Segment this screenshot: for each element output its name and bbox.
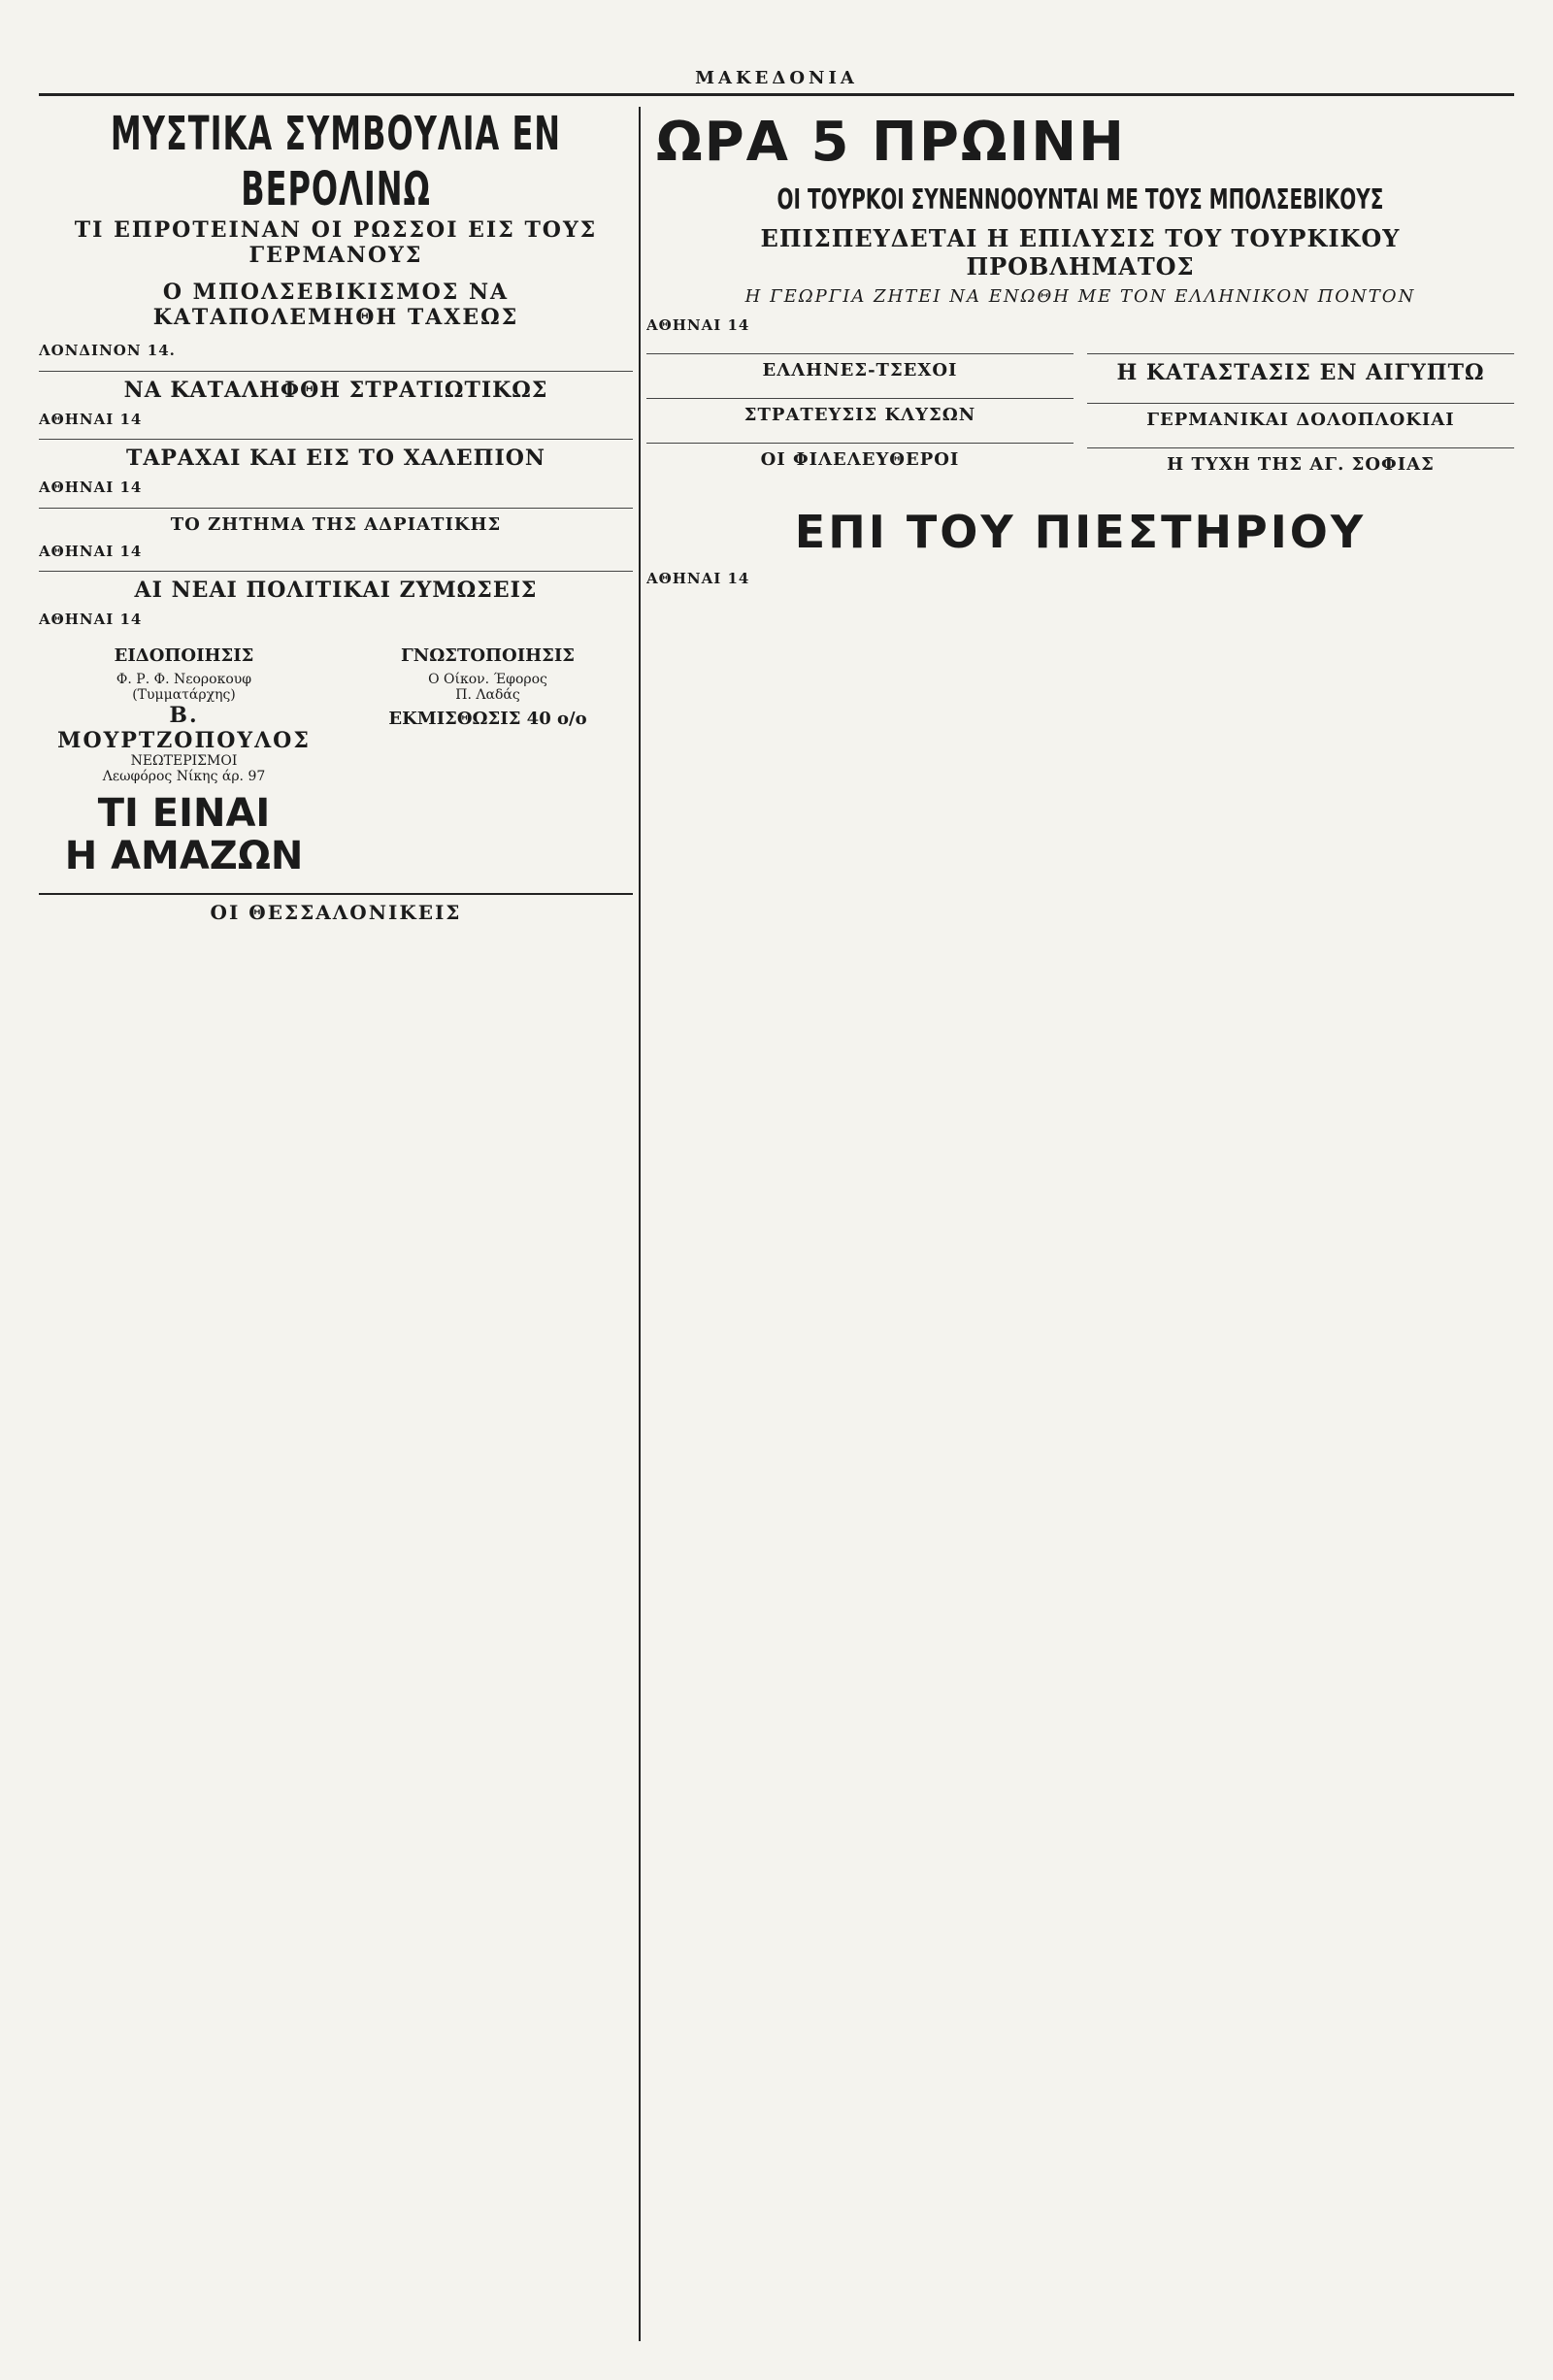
article-lead: ΑΘΗΝΑΙ 14	[646, 569, 750, 587]
amazon-line-1: ΤΙ ΕΙΝΑΙ	[97, 790, 271, 836]
right-mid-right	[1087, 344, 1514, 492]
section-aghia-sofia: Η ΤΥΧΗ ΤΗΣ ΑΓ. ΣΟΦΙΑΣ	[1087, 447, 1514, 475]
column-divider	[639, 107, 641, 2341]
notice-signature-name: Π. Λαδάς	[455, 686, 520, 703]
article-lead: ΛΟΝΔΙΝΟΝ 14.	[39, 342, 176, 359]
right-mid-left	[646, 344, 1074, 492]
right-column	[646, 107, 1514, 2341]
article-taraxai	[39, 479, 633, 498]
section-taraxai: ΤΑΡΑΧΑΙ ΚΑΙ ΕΙΣ ΤΟ ΧΑΛΕΠΙΟΝ	[39, 439, 633, 471]
section-stratevsis: ΣΤΡΑΤΕΥΣΙΣ ΚΛΥΣΩΝ	[646, 398, 1074, 425]
article-piestiriou	[646, 570, 1514, 589]
notice-signature: Φ. Ρ. Φ. Νεοροκουφ	[116, 671, 252, 687]
article-londinon	[39, 342, 633, 361]
banner-epispevdetai: ΕΠΙΣΠΕΥΔΕΤΑΙ Η ΕΠΙΛΥΣΙΣ ΤΟΥ ΤΟΥΡΚΙΚΟΥ ΠΡΟΒΛΗΜΑΤΟΣ	[760, 224, 1401, 281]
paper-name: ΜΑΚΕΔΟΝΙΑ	[695, 68, 858, 88]
footer-heading: ΟΙ ΘΕΣΣΑΛΟΝΙΚΕΙΣ	[39, 893, 633, 924]
section-fileleftheroi: ΟΙ ΦΙΛΕΛΕΥΘΕΡΟΙ	[646, 443, 1074, 470]
section-symoseis: ΑΙ ΝΕΑΙ ΠΟΛΙΤΙΚΑΙ ΖΥΜΩΣΕΙΣ	[39, 571, 633, 603]
headline-protasi: ΤΙ ΕΠΡΟΤΕΙΝΑΝ ΟΙ ΡΩΣΣΟΙ ΕΙΣ ΤΟΥΣ ΓΕΡΜΑΝΟΥΣ	[74, 217, 598, 268]
left-column	[39, 107, 633, 2341]
notices-row	[39, 640, 633, 885]
advertiser-name: Β. ΜΟΥΡΤΖΟΠΟΥΛΟΣ	[57, 702, 311, 753]
article-adriatiki	[39, 543, 633, 562]
article-lead: ΑΘΗΝΑΙ 14	[39, 479, 143, 496]
article-lead: ΑΘΗΝΑΙ 14	[39, 611, 143, 628]
notice-signature: Ο Οίκον. Έφορος	[428, 671, 547, 687]
headline-mystika: ΜΥΣΤΙΚΑ ΣΥΜΒΟΥΛΙΑ ΕΝ ΒΕΡΟΛΙΝΩ	[110, 107, 562, 216]
banner-tourkoi: ΟΙ ΤΟΥΡΚΟΙ ΣΥΝΕΝΝΟΟΥΝΤΑΙ ΜΕ ΤΟΥΣ ΜΠΟΛΣΕΒΙΚΟΥΣ	[776, 182, 1384, 215]
section-kataliphthi: ΝΑ ΚΑΤΑΛΗΦΘΗ ΣΤΡΑΤΙΩΤΙΚΩΣ	[39, 371, 633, 403]
notice-heading: ΓΝΩΣΤΟΠΟΙΗΣΙΣ	[400, 645, 576, 666]
article-lead: ΑΘΗΝΑΙ 14	[39, 542, 143, 560]
notice-signature-title: (Τυμματάρχης)	[132, 686, 236, 703]
article-lead: ΑΘΗΝΑΙ 14	[39, 410, 143, 428]
amazon-ad	[39, 792, 329, 877]
article-symoseis	[39, 611, 633, 630]
advertiser-sub: ΝΕΩΤΕΡΙΣΜΟΙ	[130, 752, 238, 769]
top-rule	[39, 93, 1514, 96]
article-kataliphthi	[39, 411, 633, 430]
section-adriatiki: ΤΟ ΖΗΤΗΜΑ ΤΗΣ ΑΔΡΙΑΤΙΚΗΣ	[39, 508, 633, 535]
piestiriou-heading: ΕΠΙ ΤΟΥ ΠΙΕΣΤΗΡΙΟΥ	[794, 505, 1367, 558]
article-lead: ΑΘΗΝΑΙ 14	[646, 316, 750, 334]
article-tourkiko	[646, 316, 1514, 336]
notice-heading: ΕΙΔΟΠΟΙΗΣΙΣ	[114, 645, 254, 666]
right-mid-row	[646, 344, 1514, 492]
notice-gnostopoiisis	[343, 640, 633, 885]
amazon-line-2: Η ΑΜΑΖΩΝ	[64, 833, 304, 878]
hour-heading: ΩΡΑ 5 ΠΡΩΙΝΗ	[656, 111, 1127, 174]
banner-georgia: Η ΓΕΩΡΓΙΑ ΖΗΤΕΙ ΝΑ ΕΝΩΘΗ ΜΕ ΤΟΝ ΕΛΛΗΝΙΚΟΝ ΠΟΝΤΟΝ	[744, 286, 1416, 307]
ekmisthosis-heading: ΕΚΜΙΣΘΩΣΙΣ 40 ο/ο	[388, 708, 587, 729]
headline-bolsevikismos: Ο ΜΠΟΛΣΕΒΙΚΙΣΜΟΣ ΝΑ ΚΑΤΑΠΟΛΕΜΗΘΗ ΤΑΧΕΩΣ	[152, 280, 519, 330]
section-germanikai: ΓΕΡΜΑΝΙΚΑΙ ΔΟΛΟΠΛΟΚΙΑΙ	[1087, 403, 1514, 430]
advertiser-address: Λεωφόρος Νίκης άρ. 97	[102, 768, 266, 784]
notice-eidopoiisis	[39, 640, 329, 885]
section-aigyptos: Η ΚΑΤΑΣΤΑΣΙΣ ΕΝ ΑΙΓΥΠΤΩ	[1087, 353, 1514, 385]
section-ellines-tsexoi: ΕΛΛΗΝΕΣ-ΤΣΕΧΟΙ	[646, 353, 1074, 380]
